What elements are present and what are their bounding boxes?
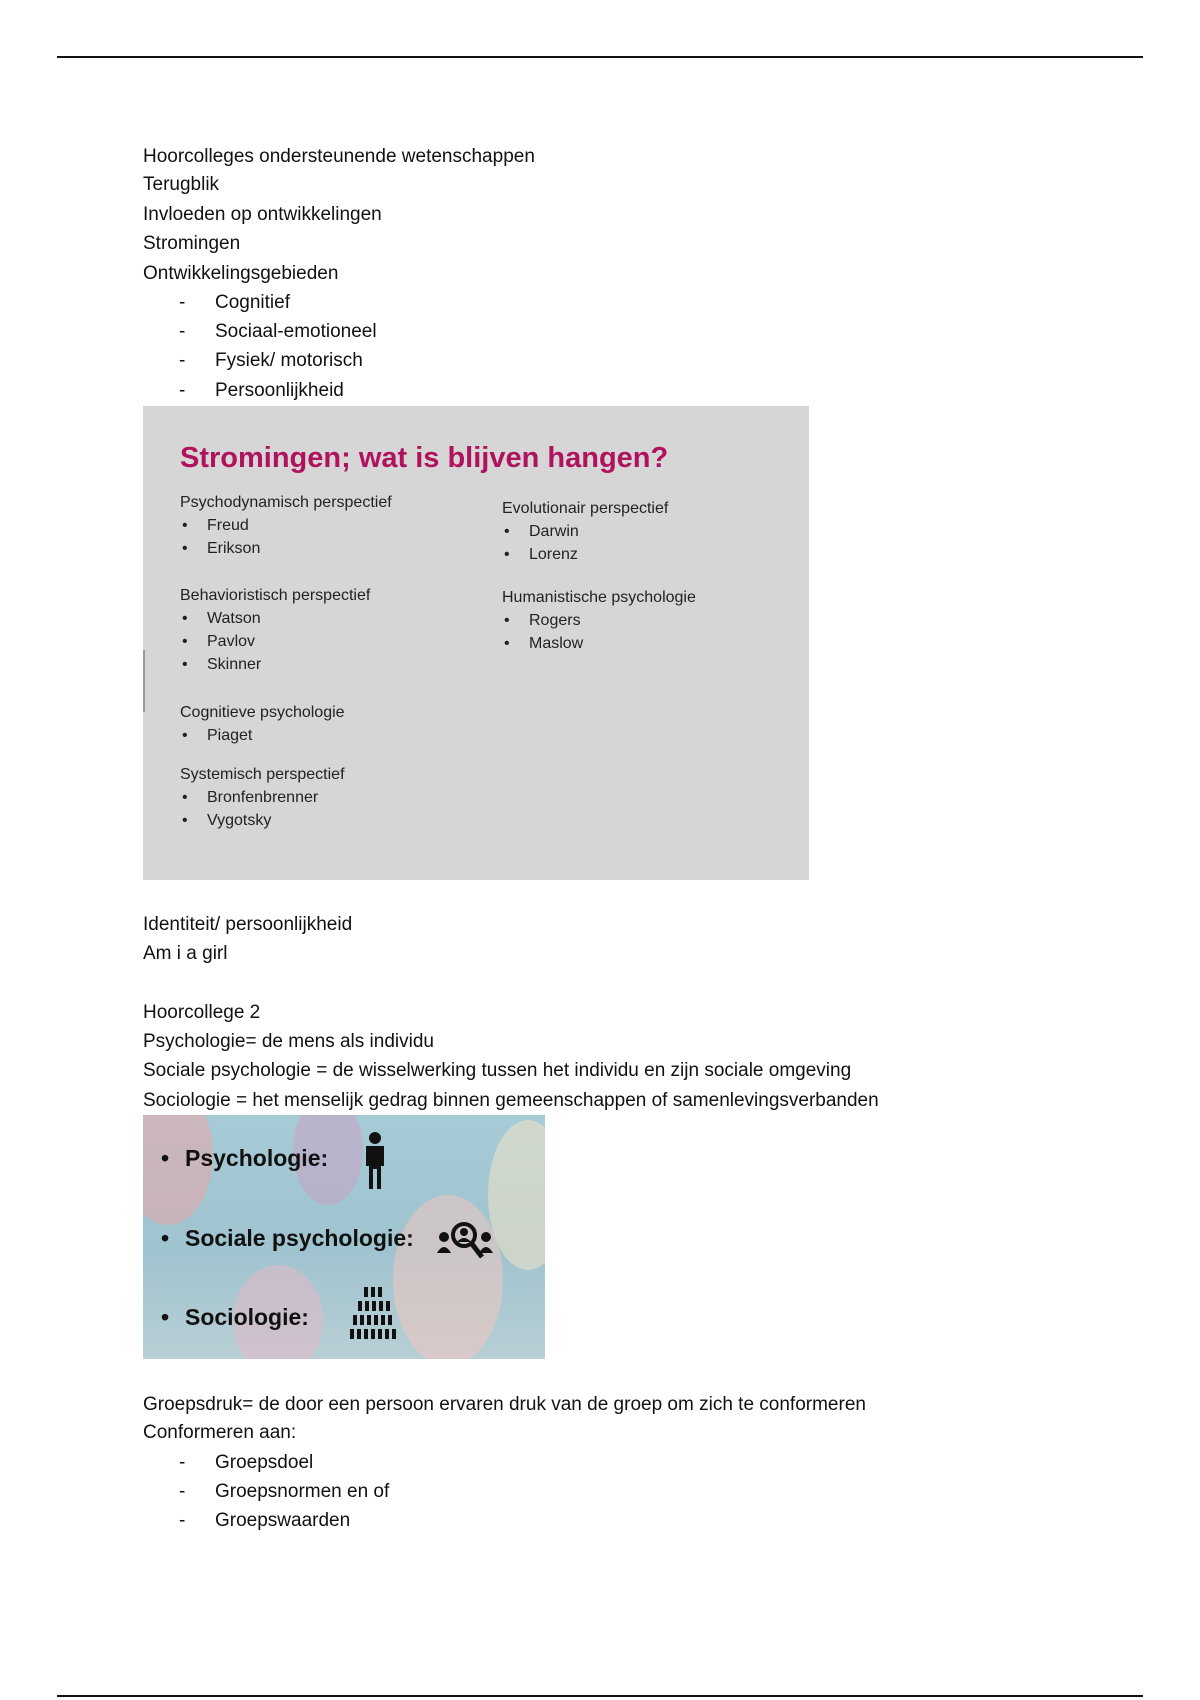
person-icon (360, 1131, 390, 1191)
dash-marker: - (179, 321, 186, 342)
line-groepsdruk: Groepsdruk= de door een persoon ervaren druk van de groep om zich te conformeren (143, 1394, 866, 1415)
line-hoorcollege-2: Hoorcollege 2 (143, 1002, 261, 1023)
list-item: • Darwin (502, 520, 668, 543)
dash-marker: - (179, 350, 186, 371)
dash-marker: - (179, 292, 186, 313)
slide-psychologie (143, 1115, 545, 1359)
slide-edge-mark (143, 650, 145, 712)
slide2-item-sociologie: • Sociologie: (161, 1304, 309, 1330)
list-item: • Maslow (502, 632, 696, 655)
line-conformeren: Conformeren aan: (143, 1422, 297, 1443)
group-behavioristisch: Behavioristisch perspectief • Watson • Pavlov • Skinner (180, 584, 370, 676)
bullet-marker: • (161, 1145, 170, 1171)
list-item: • Pavlov (180, 630, 370, 653)
line-am-i-a-girl: Am i a girl (143, 943, 228, 964)
line-terugblik: Terugblik (143, 174, 220, 195)
line-stromingen: Stromingen (143, 233, 241, 254)
slide2-item-psychologie: • Psychologie: (161, 1145, 329, 1171)
slide2-item-sociale-psychologie: • Sociale psychologie: (161, 1225, 414, 1251)
list-item: • Lorenz (502, 543, 668, 566)
crowd-icon (348, 1285, 398, 1349)
line-psychologie-def: Psychologie= de mens als individu (143, 1031, 434, 1052)
line-title: Hoorcolleges ondersteunende wetenschappen (143, 146, 535, 167)
line-sociologie-def: Sociologie = het menselijk gedrag binnen gemeenschappen of samenlevingsverbanden (143, 1090, 879, 1111)
group-psychodynamisch: Psychodynamisch perspectief • Freud • Erikson (180, 491, 392, 560)
bullet-marker: • (161, 1304, 170, 1330)
dash-marker: - (179, 380, 186, 401)
dash-marker: - (179, 1481, 186, 1502)
list-item: • Piaget (180, 724, 345, 747)
top-rule (57, 56, 1143, 58)
group-cognitief: Cognitieve psychologie • Piaget (180, 701, 345, 747)
line-invloeden: Invloeden op ontwikkelingen (143, 204, 382, 225)
list-item: • Rogers (502, 609, 696, 632)
list-item: • Bronfenbrenner (180, 786, 345, 809)
line-sociale-psychologie-def: Sociale psychologie = de wisselwerking tussen het individu en zijn sociale omgeving (143, 1060, 852, 1081)
bottom-rule (57, 1695, 1143, 1697)
line-ontwikkelingsgebieden: Ontwikkelingsgebieden (143, 263, 339, 284)
dash-marker: - (179, 1510, 186, 1531)
slide-title: Stromingen; wat is blijven hangen? (180, 442, 669, 474)
group-systemisch: Systemisch perspectief • Bronfenbrenner • Vygotsky (180, 763, 345, 832)
list-item: • Erikson (180, 537, 392, 560)
list-item: • Vygotsky (180, 809, 345, 832)
dash-marker: - (179, 1452, 186, 1473)
social-magnifier-icon (436, 1219, 494, 1261)
slide-stromingen (143, 406, 809, 880)
list-item: • Freud (180, 514, 392, 537)
list-item: • Skinner (180, 653, 370, 676)
list-item: • Watson (180, 607, 370, 630)
bullet-marker: • (161, 1225, 170, 1251)
line-identiteit: Identiteit/ persoonlijkheid (143, 914, 353, 935)
group-humanistisch: Humanistische psychologie • Rogers • Maslow (502, 586, 696, 655)
group-evolutionair: Evolutionair perspectief • Darwin • Lorenz (502, 497, 668, 566)
